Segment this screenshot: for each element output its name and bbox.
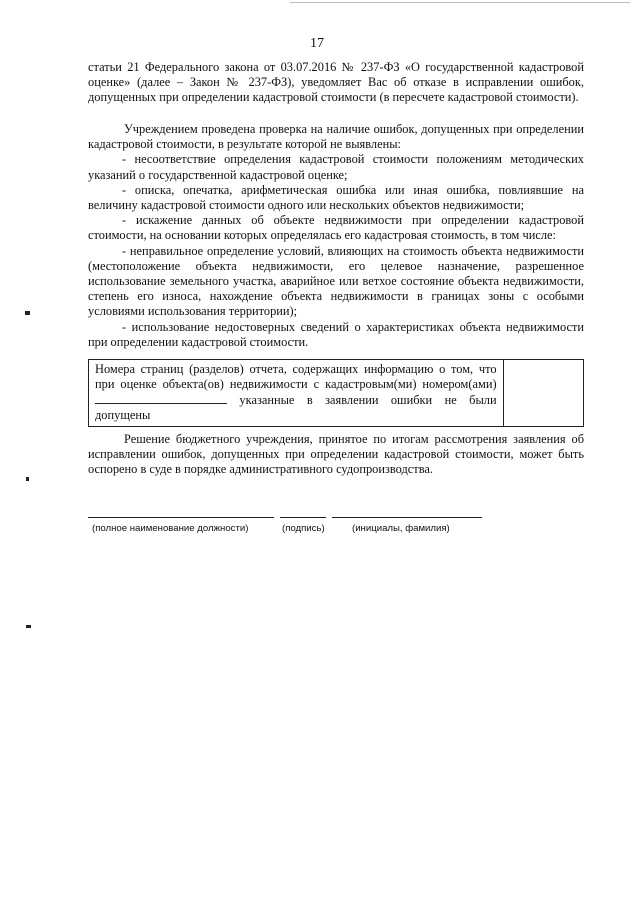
error-list-item: - неправильное определение условий, влияющих на стоимость объекта недвижимости (местоположение объекта недвижимости, его целевое назначение, разрешенное использование земельного участка, аварийное или ветхое состояние объекта недвижимости, степень его износа, нахождение объекта недвижимости в границах зоны с особыми условиями использования территории); [88,243,584,319]
position-signature-line [88,517,274,518]
check-section [88,122,584,350]
top-rule [290,2,630,3]
scan-speck [26,477,29,481]
error-list-item: - описка, опечатка, арифметическая ошибка или иная ошибка, повлиявшие на величину кадастровой стоимости одного или нескольких объектов недвижимости; [88,182,584,213]
report-pages-text: Номера страниц (разделов) отчета, содержащих информацию о том, что при оценке объекта(ов) недвижимости с кадастровым(ми) номером(ами) [95,362,497,392]
name-signature-line [332,517,482,518]
error-list-item: - несоответствие определения кадастровой стоимости положениям методических указаний о государственной кадастровой оценке; [88,152,584,182]
signature-caption: (подпись) [282,523,325,534]
report-pages-value-cell [503,360,583,427]
position-caption: (полное наименование должности) [92,523,249,534]
name-caption: (инициалы, фамилия) [352,523,450,534]
error-list-item: - искажение данных об объекте недвижимости при определении кадастровой стоимости, на основании которых определялась его кадастровая стоимость, в том числе: [88,213,584,243]
report-pages-text-end: указанные в заявлении ошибки не были допущены [95,392,497,423]
page-number: 17 [310,36,324,51]
check-paragraph: Учреждением проведена проверка на наличие ошибок, допущенных при определении кадастровой стоимости, в результате которой не выявлены: [88,122,584,152]
decision-section [88,432,584,478]
report-pages-cell [89,360,504,427]
scan-speck [26,625,31,628]
table-row [89,360,584,427]
intro-paragraph: статьи 21 Федерального закона от 03.07.2016 № 237-ФЗ «О государственной кадастровой оценке» (далее – Закон № 237-ФЗ), уведомляет Вас об отказе в исправлении ошибок, допущенных при определении кадастровой стоимости (в пересчете кадастровой стоимости). [88,60,584,105]
scan-speck [25,311,30,315]
intro-section [88,60,584,106]
decision-paragraph: Решение бюджетного учреждения, принятое по итогам рассмотрения заявления об исправлении ошибок, допущенных при определении кадастровой стоимости, может быть оспорено в суде в порядке административного судопроизводства. [88,432,584,477]
report-pages-table [88,359,584,427]
cadastral-number-blank [95,393,227,404]
error-list-item: - использование недостоверных сведений о характеристиках объекта недвижимости при определении кадастровой стоимости. [88,319,584,349]
signature-line [280,517,326,518]
